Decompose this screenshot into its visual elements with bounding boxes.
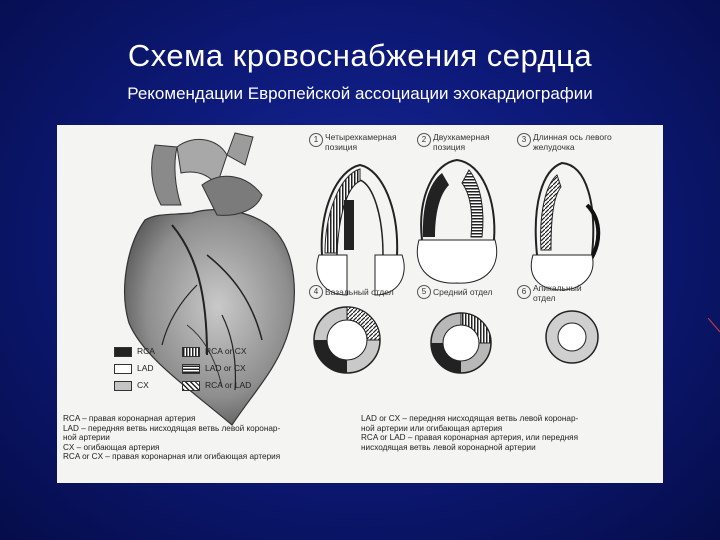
note-line: RCA or CX – правая коронарная или огибающая артерия (63, 452, 281, 462)
view-mid (431, 313, 491, 373)
note-line: ной артерии (63, 433, 110, 443)
legend-swatch-lad (114, 364, 132, 374)
view-5-number: 5 (417, 285, 431, 299)
note-line: RCA – правая коронарная артерия (63, 414, 196, 423)
view-4-label: Базальный отдел (325, 287, 394, 297)
decorative-line (708, 318, 720, 334)
notes-left (63, 414, 280, 462)
note-line: LAD – передняя ветвь нисходящая ветвь левой коронар- (63, 423, 281, 433)
note-line: нисходящая ветвь левой коронарной артерии (361, 442, 536, 452)
note-line: RCA or LAD – правая коронарная артерия, или передняя (361, 433, 579, 443)
view-2-number: 2 (417, 133, 431, 147)
legend-swatch-rca-or-lad (182, 381, 200, 391)
view-basal (314, 307, 380, 373)
view-four-chamber (317, 165, 404, 295)
page-title: Схема кровоснабжения сердца (127, 38, 593, 73)
page-subtitle: Рекомендации Европейской ассоциации эхокардиографии (127, 84, 593, 103)
notes-right (361, 414, 578, 452)
view-2-label: Двухкамерная позиция (433, 132, 490, 152)
note-line: LAD or CX – передняя нисходящая ветвь левой коронар- (361, 414, 579, 423)
view-long-axis (531, 163, 598, 290)
view-two-chamber (417, 160, 496, 283)
view-6-label: Апикальный отдел (533, 283, 582, 303)
legend-swatch-cx (114, 381, 132, 391)
legend-swatch-lad-or-cx (182, 364, 200, 374)
view-3-number: 3 (517, 133, 531, 147)
legend-label-lad-or-cx: LAD or CX (205, 363, 246, 373)
view-1-label: Четырехкамерная позиция (325, 132, 397, 152)
legend-swatch-rca (114, 347, 132, 357)
note-line: ной артерии или огибающая артерия (361, 423, 503, 433)
legend-label-cx: CX (137, 380, 149, 390)
legend-swatch-rca-or-cx (182, 347, 200, 357)
view-3-label: Длинная ось левого желудочка (533, 132, 612, 152)
legend-label-lad: LAD (137, 363, 154, 373)
legend-label-rca: RCA (137, 346, 155, 356)
note-line: CX – огибающая артерия (63, 442, 160, 452)
view-5-label: Средний отдел (433, 287, 493, 297)
legend-label-rca-or-lad: RCA or LAD (205, 380, 252, 390)
view-6-number: 6 (517, 285, 531, 299)
view-apical (546, 311, 598, 363)
view-4-number: 4 (309, 285, 323, 299)
legend-label-rca-or-cx: RCA or CX (205, 346, 247, 356)
view-1-number: 1 (309, 133, 323, 147)
diagram-panel (57, 125, 663, 483)
